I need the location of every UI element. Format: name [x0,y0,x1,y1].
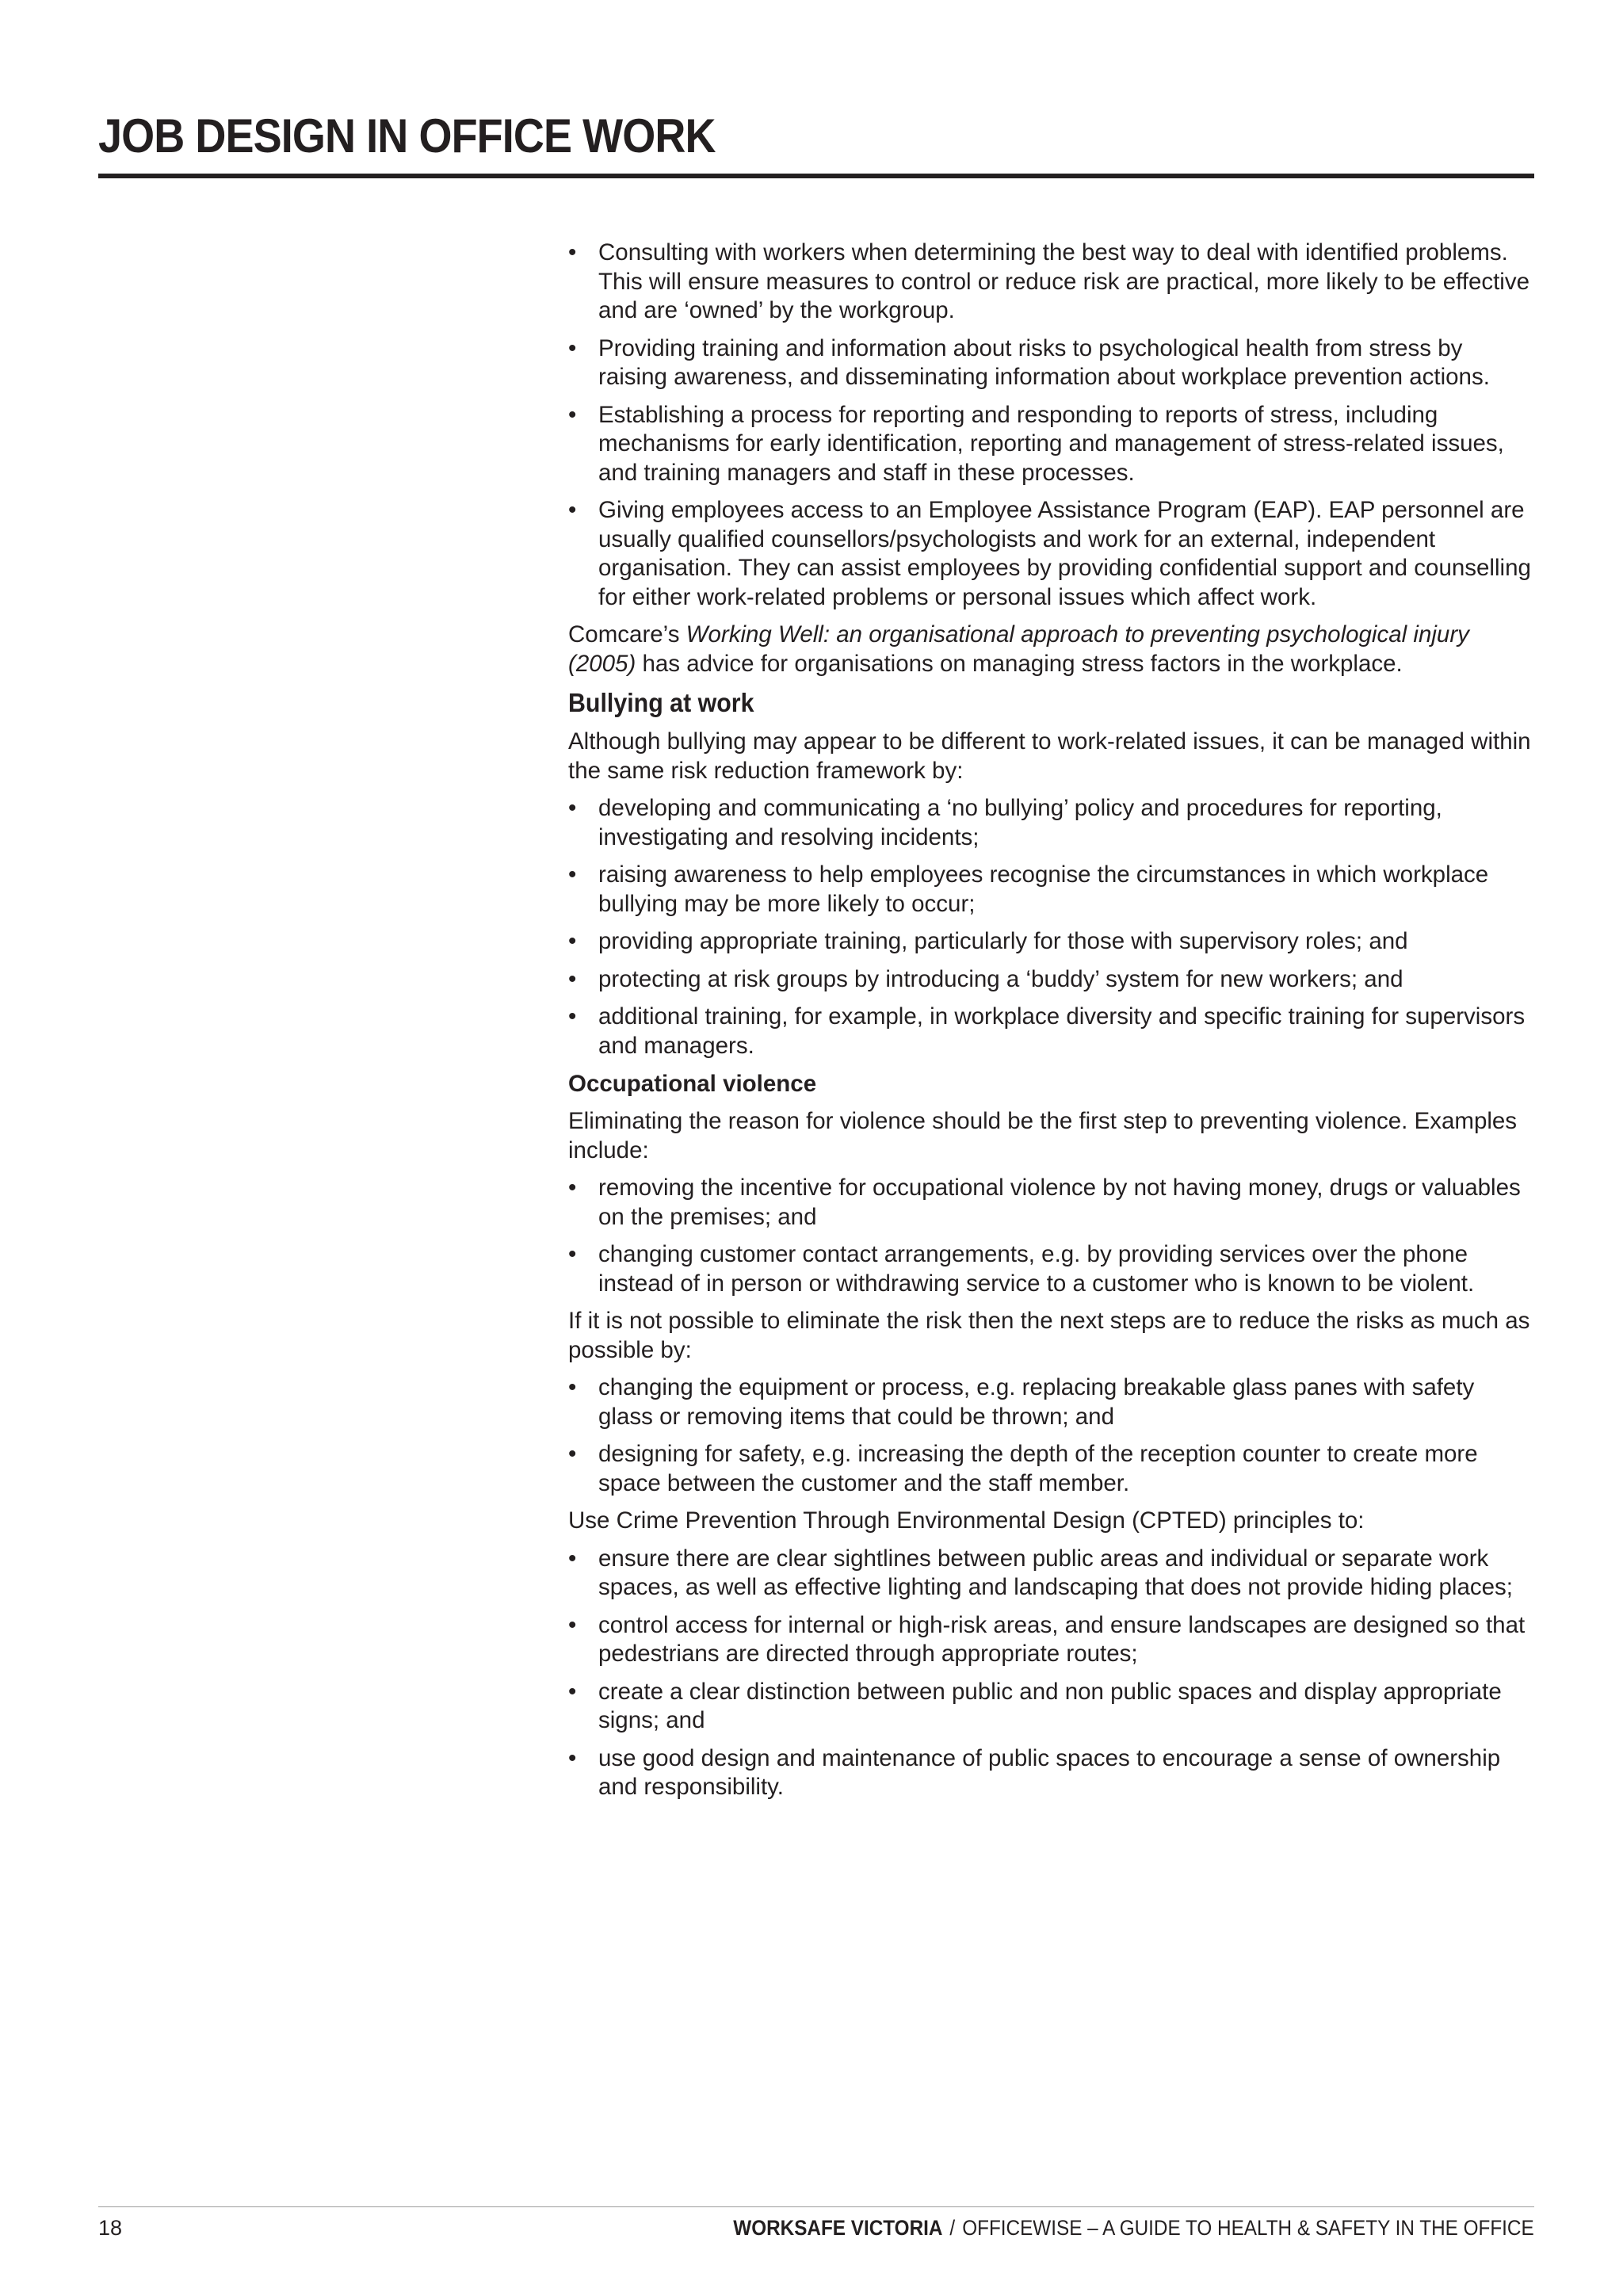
list-item: • control access for internal or high-risk areas, and ensure landscapes are designed so that pedestrians are directed through appropriate routes; [568,1611,1535,1669]
footer-rule [98,2206,1534,2207]
bullying-intro: Although bullying may appear to be different to work-related issues, it can be managed within the same risk reduction framework by: [568,728,1531,784]
comcare-paragraph [568,621,1535,678]
cpted-intro: Use Crime Prevention Through Environmental Design (CPTED) principles to: [568,1507,1365,1534]
list-item: • ensure there are clear sightlines between public areas and individual or separate work spaces, as well as effective lighting and landscaping that does not provide hiding places; [568,1545,1535,1603]
list-item: • Giving employees access to an Employee Assistance Program (EAP). EAP personnel are usually qualified counsellors/psychologists and work for an external, independent organisation. They can assist employees by providing confidential support and counselling for either work-related problems or personal issues which affect work. [568,496,1535,612]
list-item: • protecting at risk groups by introducing a ‘buddy’ system for new workers; and [568,965,1535,995]
footer-publication: OFFICEWISE – A GUIDE TO HEALTH & SAFETY IN THE OFFICE [962,2216,1534,2240]
list-item: • removing the incentive for occupational violence by not having money, drugs or valuables on the premises; and [568,1174,1535,1232]
list-item: • changing customer contact arrangements, e.g. by providing services over the phone instead of in person or withdrawing service to a customer who is known to be violent. [568,1240,1535,1298]
cpted-list [568,1545,1535,1802]
footer-separator: / [949,2216,956,2240]
footer-organisation: WORKSAFE VICTORIA [733,2216,943,2240]
stress-measures-list [568,239,1535,612]
list-item: • designing for safety, e.g. increasing the depth of the reception counter to create more space between the customer and the staff member. [568,1440,1535,1498]
comcare-publication-title: Working Well: an organisational approach to preventing psychological injury (2005) [568,621,1469,677]
list-item: • use good design and maintenance of public spaces to encourage a sense of ownership and responsibility. [568,1744,1535,1802]
list-item: • developing and communicating a ‘no bullying’ policy and procedures for reporting, investigating and resolving incidents; [568,794,1535,852]
violence-heading: Occupational violence [568,1071,817,1097]
list-item: • providing appropriate training, particularly for those with supervisory roles; and [568,927,1535,957]
comcare-suffix: has advice for organisations on managing stress factors in the workplace. [636,650,1403,677]
list-item: • additional training, for example, in workplace diversity and specific training for supervisors and managers. [568,1003,1535,1060]
list-item: • Consulting with workers when determining the best way to deal with identified problems. This will ensure measures to control or reduce risk are practical, more likely to be effective and are ‘owned’ by the workgroup. [568,239,1535,326]
reduce-intro: If it is not possible to eliminate the risk then the next steps are to reduce the risks as much as possible by: [568,1308,1530,1363]
page-number: 18 [98,2216,123,2240]
list-item: • raising awareness to help employees recognise the circumstances in which workplace bullying may be more likely to occur; [568,861,1535,919]
comcare-prefix: Comcare’s [568,621,686,648]
list-item: • create a clear distinction between public and non public spaces and display appropriate signs; and [568,1678,1535,1736]
reduce-list [568,1373,1535,1498]
bullying-heading: Bullying at work [568,688,754,717]
footer-publication-line [734,2215,1534,2241]
title-rule [98,174,1534,178]
bullying-list [568,794,1535,1060]
list-item: • Providing training and information about risks to psychological health from stress by raising awareness, and disseminating information about workplace prevention actions. [568,334,1535,392]
eliminate-list [568,1174,1535,1298]
page-title: JOB DESIGN IN OFFICE WORK [98,109,716,162]
main-content [568,239,1535,1811]
list-item: • Establishing a process for reporting and responding to reports of stress, including mechanisms for early identification, reporting and management of stress-related issues, and training managers and staff in these processes. [568,401,1535,488]
list-item: • changing the equipment or process, e.g. replacing breakable glass panes with safety glass or removing items that could be thrown; and [568,1373,1535,1431]
violence-intro: Eliminating the reason for violence should be the first step to preventing violence. Examples include: [568,1108,1518,1163]
